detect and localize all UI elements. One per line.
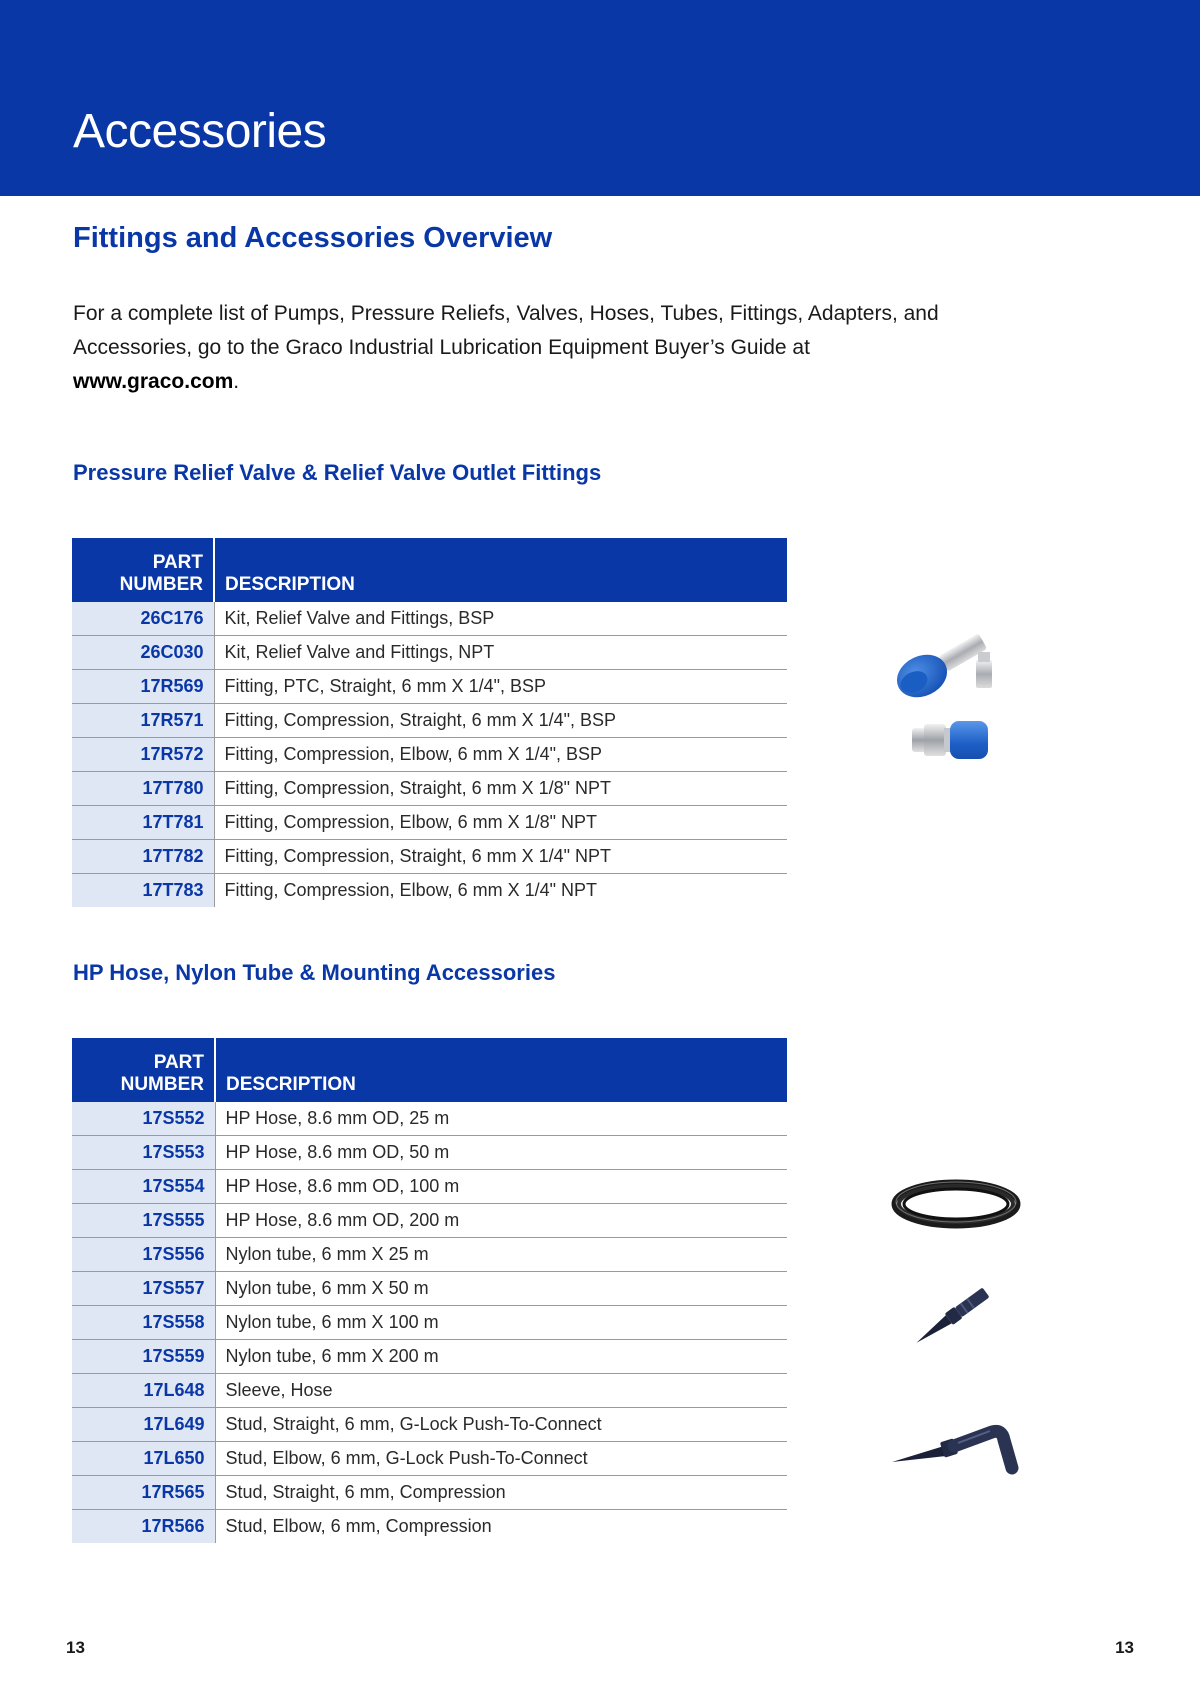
- description-cell: Stud, Elbow, 6 mm, Compression: [225, 1516, 492, 1536]
- description-cell: Kit, Relief Valve and Fittings, BSP: [214, 602, 787, 636]
- table-row: [72, 1170, 787, 1204]
- column-header-part-number: PART NUMBER: [72, 1038, 215, 1102]
- hose-coil-image: [890, 1176, 1022, 1232]
- description-cell: Stud, Straight, 6 mm, G-Lock Push-To-Connect: [215, 1408, 787, 1442]
- elbow-fitting-image: [892, 630, 1002, 705]
- part-number-cell: 17R569: [72, 670, 214, 704]
- description-cell: Fitting, Compression, Elbow, 6 mm X 1/4" NPT: [224, 880, 598, 900]
- straight-fitting-image: [910, 718, 990, 762]
- part-number-cell: 17R571: [72, 704, 214, 738]
- intro-paragraph: [73, 297, 953, 399]
- part-number-cell: 26C030: [72, 636, 214, 670]
- description-cell: HP Hose, 8.6 mm OD, 100 m: [215, 1170, 787, 1204]
- part-number-cell: 17S557: [72, 1272, 215, 1306]
- part-number-cell: 17S558: [72, 1306, 215, 1340]
- relief-valve-parts-table: [72, 538, 787, 907]
- table-row: [72, 1102, 787, 1136]
- description-cell: Fitting, PTC, Straight, 6 mm X 1/4", BSP: [214, 670, 787, 704]
- column-header-part-number: PART NUMBER: [72, 538, 214, 602]
- description-cell: Fitting, Compression, Straight, 6 mm X 1/8" NPT: [214, 772, 787, 806]
- website-link[interactable]: www.graco.com: [73, 370, 234, 393]
- column-header-description: DESCRIPTION: [215, 1038, 787, 1102]
- table-row: [72, 806, 787, 840]
- section-title-hose-tube: HP Hose, Nylon Tube & Mounting Accessories: [73, 960, 556, 985]
- header-banner: [0, 0, 1200, 196]
- part-number-cell: 17T780: [72, 772, 214, 806]
- overview-title: Fittings and Accessories Overview: [73, 222, 553, 254]
- description-cell: Nylon tube, 6 mm X 100 m: [215, 1306, 787, 1340]
- table-row: [72, 874, 787, 908]
- table-header-row: [72, 1038, 787, 1102]
- part-number-cell: 17T783: [72, 874, 214, 908]
- part-number-cell: 17S552: [72, 1102, 215, 1136]
- description-cell: Fitting, Compression, Straight, 6 mm X 1/4" NPT: [214, 840, 787, 874]
- description-cell: Nylon tube, 6 mm X 50 m: [215, 1272, 787, 1306]
- page-title: Accessories: [73, 105, 327, 158]
- table-row: [72, 738, 787, 772]
- part-number-cell: 17L650: [72, 1442, 215, 1476]
- page-number-right: 13: [1115, 1638, 1134, 1657]
- straight-stud-image: [904, 1284, 1000, 1350]
- description-cell: Fitting, Compression, Elbow, 6 mm X 1/8" NPT: [214, 806, 787, 840]
- column-header-description: DESCRIPTION: [214, 538, 787, 602]
- part-number-cell: 26C176: [72, 602, 214, 636]
- table-row: [72, 1238, 787, 1272]
- description-cell: HP Hose, 8.6 mm OD, 25 m: [215, 1102, 787, 1136]
- elbow-stud-image: [888, 1410, 1022, 1476]
- part-number-cell: 17T782: [72, 840, 214, 874]
- table-row: [72, 772, 787, 806]
- description-cell: Stud, Straight, 6 mm, Compression: [215, 1476, 787, 1510]
- description-cell: HP Hose, 8.6 mm OD, 50 m: [215, 1136, 787, 1170]
- table-row: [72, 704, 787, 738]
- description-cell: Fitting, Compression, Straight, 6 mm X 1/4", BSP: [214, 704, 787, 738]
- table-row: [72, 1204, 787, 1238]
- table-row: [72, 1510, 787, 1544]
- section-title-relief-valves: Pressure Relief Valve & Relief Valve Outlet Fittings: [73, 460, 602, 485]
- part-number-cell: 17L648: [72, 1374, 215, 1408]
- table-row: [72, 1340, 787, 1374]
- description-cell: Stud, Elbow, 6 mm, G-Lock Push-To-Connect: [215, 1442, 787, 1476]
- hose-tube-parts-table: [72, 1038, 787, 1543]
- part-number-cell: 17S553: [72, 1136, 215, 1170]
- table-row: [72, 636, 787, 670]
- part-number-cell: 17R566: [72, 1510, 215, 1544]
- description-cell: Nylon tube, 6 mm X 200 m: [215, 1340, 787, 1374]
- part-number-cell: 17S556: [72, 1238, 215, 1272]
- part-number-cell: 17S559: [72, 1340, 215, 1374]
- description-cell: Nylon tube, 6 mm X 25 m: [215, 1238, 787, 1272]
- table-row: [72, 1476, 787, 1510]
- part-number-cell: 17T781: [72, 806, 214, 840]
- table-row: [72, 1136, 787, 1170]
- part-number-cell: 17L649: [72, 1408, 215, 1442]
- part-number-cell: 17S555: [72, 1204, 215, 1238]
- table-header-row: [72, 538, 787, 602]
- description-cell: Fitting, Compression, Elbow, 6 mm X 1/4", BSP: [214, 738, 787, 772]
- part-number-cell: 17R565: [72, 1476, 215, 1510]
- intro-text: For a complete list of Pumps, Pressure Reliefs, Valves, Hoses, Tubes, Fittings, Adapters, and Accessories, go to the Graco Industrial Lubrication Equipment Buyer’s Guide at: [73, 302, 939, 359]
- table-row: [72, 1374, 787, 1408]
- table-row: [72, 1408, 787, 1442]
- table-row: [72, 1306, 787, 1340]
- table-row: [72, 840, 787, 874]
- table-row: [72, 602, 787, 636]
- table-row: [72, 1272, 787, 1306]
- page-number-left: 13: [66, 1638, 85, 1657]
- table-row: [72, 670, 787, 704]
- description-cell: Sleeve, Hose: [215, 1374, 787, 1408]
- intro-end: .: [233, 370, 240, 393]
- part-number-cell: 17R572: [72, 738, 214, 772]
- description-cell: Kit, Relief Valve and Fittings, NPT: [214, 636, 787, 670]
- table-row: [72, 1442, 787, 1476]
- part-number-cell: 17S554: [72, 1170, 215, 1204]
- description-cell: HP Hose, 8.6 mm OD, 200 m: [215, 1204, 787, 1238]
